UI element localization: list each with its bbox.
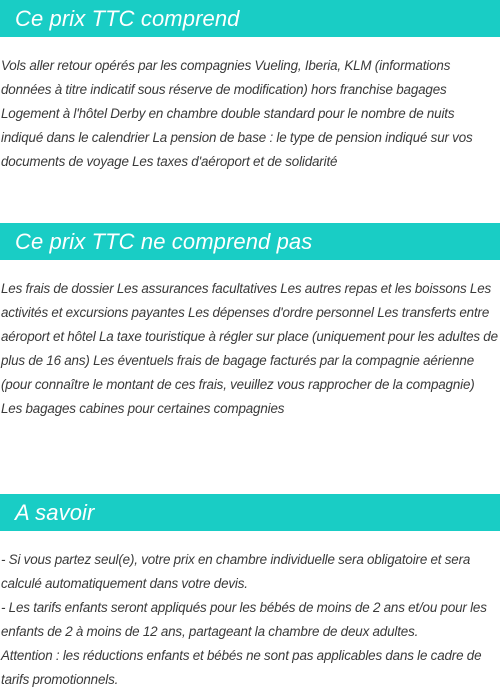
section-title-good-to-know: A savoir bbox=[15, 499, 95, 525]
excludes-paragraph: Les frais de dossier Les assurances facultatives Les autres repas et les boissons Les activités et excursions payantes Les dépenses d'ordre personnel Les transferts entre aéroport et hôtel La taxe touristique à régler sur place (uniquement pour les adultes de plus de 16 ans) Les éventuels frais de bagage facturés par la compagnie aérienne (pour connaître le montant de ces frais, veuillez vous rapprocher de la compagnie) Les bagages cabines pour certaines compagnies bbox=[1, 281, 498, 416]
section-body-good-to-know bbox=[0, 548, 500, 692]
good-to-know-attention-paragraph: Attention : les réductions enfants et bébés ne sont pas applicables dans le cadre de tarifs promotionnels. bbox=[1, 648, 482, 687]
good-to-know-children-paragraph: - Les tarifs enfants seront appliqués pour les bébés de moins de 2 ans et/ou pour les enfants de 2 à moins de 12 ans, partageant la chambre de deux adultes. bbox=[1, 600, 487, 639]
section-title-includes: Ce prix TTC comprend bbox=[15, 5, 240, 31]
section-body-excludes bbox=[0, 277, 500, 421]
section-header-includes bbox=[0, 0, 500, 37]
section-body-includes bbox=[0, 54, 500, 174]
good-to-know-solo-paragraph: - Si vous partez seul(e), votre prix en chambre individuelle sera obligatoire et sera calculé automatiquement dans votre devis. bbox=[1, 552, 471, 591]
section-header-excludes bbox=[0, 223, 500, 260]
includes-paragraph: Vols aller retour opérés par les compagnies Vueling, Iberia, KLM (informations données à titre indicatif sous réserve de modification) hors franchise bagages Logement à l'hôtel Derby en chambre double standard pour le nombre de nuits indiqué dans le calendrier La pension de base : le type de pension indiqué sur vos documents de voyage Les taxes d'aéroport et de solidarité bbox=[1, 58, 473, 169]
section-header-good-to-know bbox=[0, 494, 500, 531]
section-title-excludes: Ce prix TTC ne comprend pas bbox=[15, 228, 313, 254]
